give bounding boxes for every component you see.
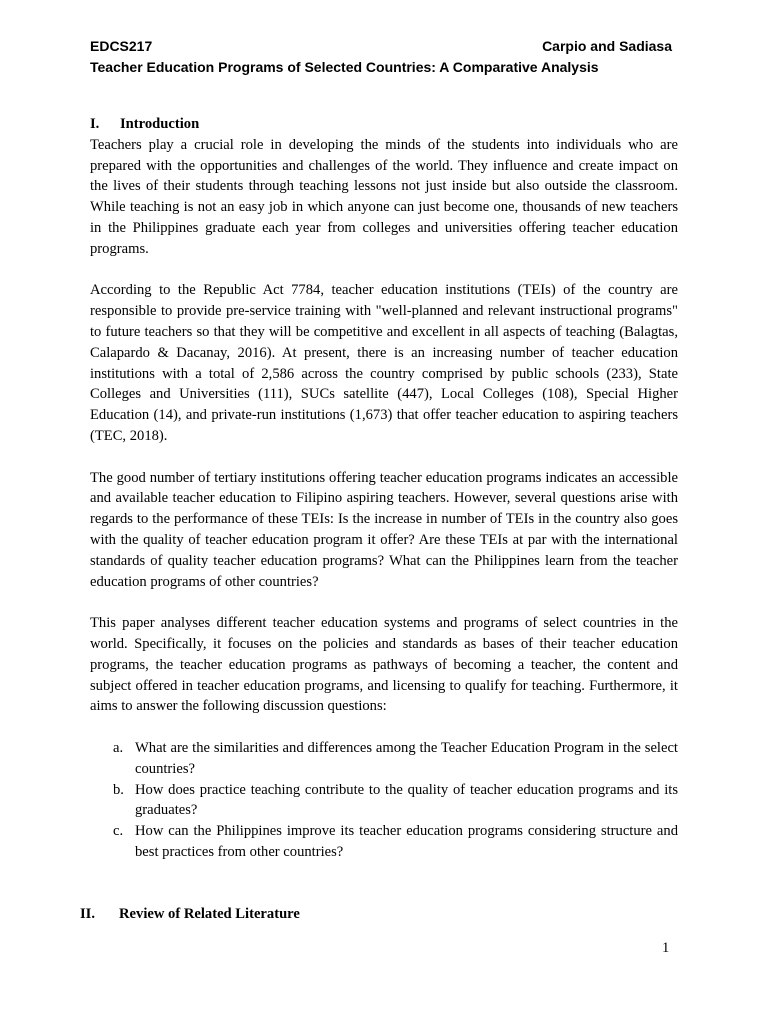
list-item — [113, 821, 678, 863]
section-title: Review of Related Literature — [119, 906, 300, 923]
list-item-text: How can the Philippines improve its teacher education programs considering structure and best practices from other countries? — [135, 823, 678, 860]
course-code: EDCS217 — [90, 38, 153, 54]
section-title: Introduction — [120, 116, 200, 132]
page-number: 1 — [662, 940, 670, 956]
section-heading-review — [80, 904, 678, 925]
list-marker: c. — [113, 823, 124, 840]
section-numeral: II. — [80, 906, 96, 923]
paragraph: Teachers play a crucial role in developing the minds of the students into individuals who are prepared with the opportunities and challenges of the world. They influence and create impact on the lives of their students through teaching lessons not just inside but also outside the classroom. While teaching is not an easy job in which anyone can just become one, thousands of new teachers in the Philippines graduate each year from colleges and universities offering teacher education programs. — [90, 136, 678, 257]
paragraph: The good number of tertiary institutions offering teacher education programs indicates an accessible and available teacher education to Filipino aspiring teachers. However, several questions arise with regards to the performance of these TEIs: Is the increase in number of TEIs in the country also goes with the quality of teacher education program it offer? Are these TEIs at par with the international standards of quality teacher education programs? What can the Philippines learn from the teacher education programs of other countries? — [90, 469, 678, 590]
list-marker: a. — [113, 739, 124, 756]
list-item-text: How does practice teaching contribute to the quality of teacher education programs and its graduates? — [135, 781, 678, 819]
section-numeral: I. — [90, 116, 100, 132]
list-item — [113, 780, 678, 822]
authors: Carpio and Sadiasa — [542, 38, 672, 54]
paragraph: This paper analyses different teacher education systems and programs of select countries in the world. Specifically, it focuses on the policies and standards as bases of their teacher education programs, the teacher education programs as pathways of becoming a teacher, the content and subject offered in teacher education programs, and licensing to qualify for teaching. Furthermore, it aims to answer the following discussion questions: — [90, 615, 678, 715]
document-title: Teacher Education Programs of Selected Countries: A Comparative Analysis — [90, 59, 599, 75]
page-header — [90, 36, 672, 78]
document-body — [80, 114, 678, 925]
list-item-text: What are the similarities and differences among the Teacher Education Program in the select countries? — [135, 739, 678, 777]
paragraph: According to the Republic Act 7784, teacher education institutions (TEIs) of the country are responsible to provide pre-service training with "well-planned and relevant instructional programs" to future teachers so that they will be competitive and excellent in all aspects of teaching (Balagtas, Calapardo & Dacanay, 2016). At present, there is an increasing number of teacher education institutions with a total of 2,586 across the country comprised by public schools (233), State Colleges and Universities (111), SUCs satellite (447), Local Colleges (108), Special Higher Education (14), and private-run institutions (1,673) that offer teacher education to aspiring teachers (TEC, 2018). — [90, 282, 678, 444]
section-heading-introduction — [90, 114, 678, 135]
list-marker: b. — [113, 781, 124, 798]
discussion-questions-list — [113, 738, 678, 863]
header-top-row — [90, 36, 672, 57]
list-item — [113, 738, 678, 780]
